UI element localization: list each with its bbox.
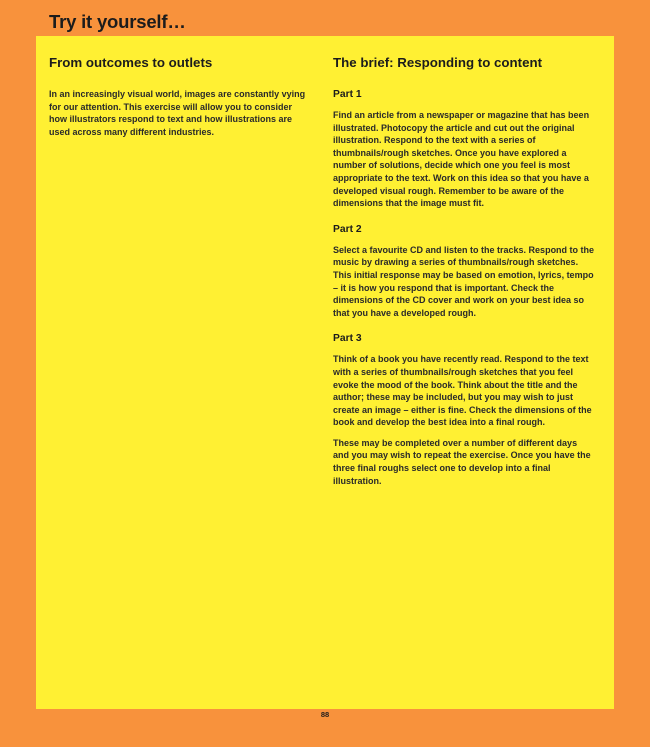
part-3-heading: Part 3 bbox=[333, 333, 362, 345]
page-number: 88 bbox=[320, 710, 330, 719]
part-1-section bbox=[333, 88, 595, 210]
part-3-body: Think of a book you have recently read. Respond to the text with a series of thumbnails/rough sketches that you feel evoke the mood of the book. Think about the title and the author; these may be included, but you may wish to just create an image – either is fine. Check the dimensions of the book and develop the best idea into a final rough. bbox=[333, 354, 592, 428]
left-column-title: From outcomes to outlets bbox=[49, 55, 213, 70]
left-column-body: In an increasingly visual world, images are constantly vying for our attention. This exercise will allow you to consider how illustrators respond to text and how illustrations are used across many different industries. bbox=[49, 89, 306, 137]
part-2-heading: Part 2 bbox=[333, 223, 362, 235]
left-column bbox=[49, 54, 311, 138]
part-1-body: Find an article from a newspaper or magazine that has been illustrated. Photocopy the article and cut out the original illustration. Respond to the text with a series of thumbnails/rough sketches. Once you have explored a number of solutions, decide which one you feel is most appropriate to the text. Work on this idea so that you have a developed visual rough. Remember to be aware of the dimensions that the image must fit. bbox=[333, 110, 590, 209]
closing-paragraph: These may be completed over a number of different days and you may wish to repeat the exercise. Once you have the three final roughs select one to develop into a final illustration. bbox=[333, 437, 591, 486]
right-column bbox=[333, 54, 595, 500]
page-heading: Try it yourself… bbox=[49, 11, 186, 32]
part-1-heading: Part 1 bbox=[333, 89, 362, 100]
right-column-title: The brief: Responding to content bbox=[333, 55, 543, 70]
part-2-section bbox=[333, 223, 595, 320]
part-2-body: Select a favourite CD and listen to the tracks. Respond to the music by drawing a series of thumbnails/rough sketches. This initial response may be based on emotion, lyrics, tempo – it is how you respond that is important. Check the dimensions of the CD cover and work on your best idea so that you have a developed rough. bbox=[333, 244, 595, 318]
part-3-section bbox=[333, 332, 595, 487]
content-panel bbox=[36, 36, 614, 709]
